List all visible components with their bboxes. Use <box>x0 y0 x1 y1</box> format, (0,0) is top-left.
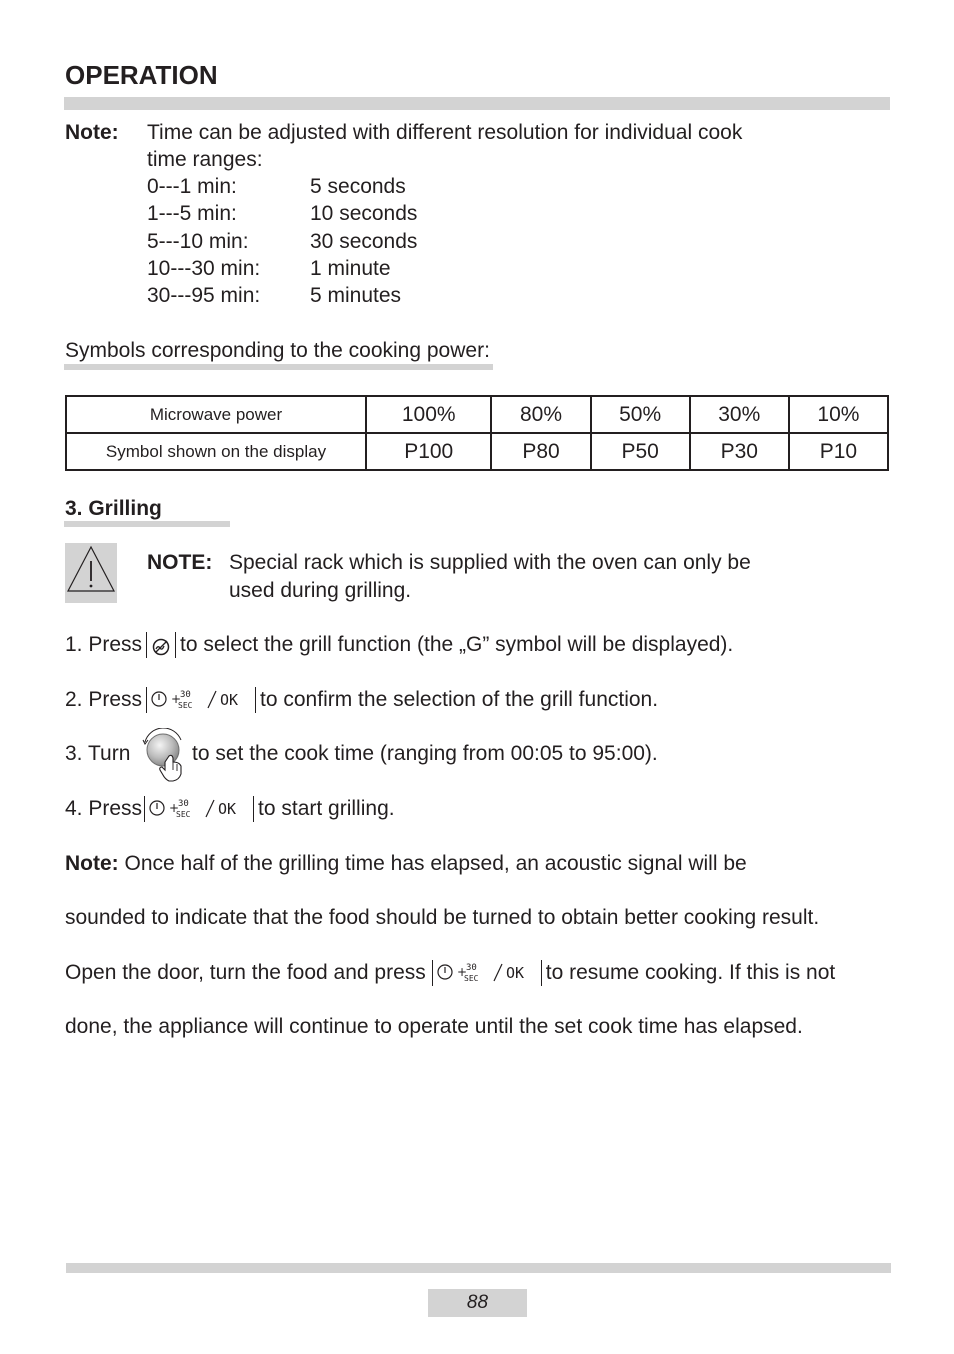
final-note-text-3a: Open the door, turn the food and press <box>65 961 426 984</box>
thirty-label: 30 <box>465 963 477 974</box>
power-table <box>65 395 889 471</box>
plus-sign: + <box>171 692 182 707</box>
final-note-line-4: done, the appliance will continue to operate until the set cook time has elapsed. <box>65 1015 803 1038</box>
sec-label: SEC <box>178 701 193 711</box>
plus-sign: + <box>456 965 467 980</box>
page-title: OPERATION <box>65 60 218 90</box>
step-3-suffix: to set the cook time (ranging from 00:05 to 95:00). <box>192 742 658 765</box>
final-note-line-3 <box>65 959 835 986</box>
table-row-label: Microwave power <box>66 396 366 433</box>
range-1: 1---5 min: <box>147 202 237 225</box>
final-note-text-3b: to resume cooking. If this is not <box>545 961 836 984</box>
step-1: 10 seconds <box>310 202 418 225</box>
section-heading-underline <box>64 521 230 527</box>
table-cell: 10% <box>789 396 888 433</box>
table-cell: 100% <box>366 396 491 433</box>
table-cell: P30 <box>690 433 789 470</box>
power-icon <box>438 965 452 979</box>
step-0: 5 seconds <box>310 175 406 198</box>
section-heading-grilling: 3. Grilling <box>65 497 162 520</box>
step-prefix: 4. Press <box>65 797 143 820</box>
range-2: 5---10 min: <box>147 230 249 253</box>
step-2: 30 seconds <box>310 230 418 253</box>
table-row <box>66 433 888 470</box>
knob-icon <box>139 728 189 784</box>
start-ok-button-symbol <box>146 687 256 713</box>
step-1 <box>65 631 733 658</box>
page-number-box <box>428 1289 527 1317</box>
grill-button-symbol <box>146 632 176 658</box>
table-cell: P80 <box>491 433 590 470</box>
step-suffix: to select the grill function (the „G” symbol will be displayed). <box>180 633 734 656</box>
warning-icon <box>65 543 117 603</box>
warning-line-2: used during grilling. <box>229 579 412 602</box>
step-suffix: to confirm the selection of the grill function. <box>260 688 659 711</box>
range-4: 30---95 min: <box>147 284 261 307</box>
final-note-label: Note: <box>65 852 119 875</box>
table-cell: P10 <box>789 433 888 470</box>
header-divider <box>64 97 890 110</box>
table-cell: P50 <box>591 433 690 470</box>
ok-label: OK <box>505 964 524 983</box>
step-prefix: 1. Press <box>65 633 143 656</box>
thirty-label: 30 <box>178 799 189 810</box>
table-cell: 30% <box>690 396 789 433</box>
step-3-prefix: 3. Turn <box>65 742 131 765</box>
note-line-2: time ranges: <box>147 148 263 171</box>
ok-label: OK <box>218 800 237 819</box>
step-4 <box>65 795 395 822</box>
start-ok-button-symbol <box>144 796 254 822</box>
step-4: 5 minutes <box>310 284 402 307</box>
page-number: 88 <box>466 1292 489 1313</box>
final-note-line-2: sounded to indicate that the food should be turned to obtain better cooking result. <box>65 906 820 929</box>
note-label: Note: <box>65 121 119 144</box>
final-note-text-1: Once half of the grilling time has elapsed, an acoustic signal will be <box>124 852 747 875</box>
step-suffix: to start grilling. <box>258 797 395 820</box>
symbols-heading: Symbols corresponding to the cooking power: <box>65 339 490 362</box>
note-line-1: Time can be adjusted with different resolution for individual cook <box>147 121 743 144</box>
table-cell: 80% <box>491 396 590 433</box>
thirty-label: 30 <box>180 690 191 701</box>
power-icon <box>152 692 166 706</box>
step-2 <box>65 686 658 713</box>
ok-label: OK <box>220 691 239 710</box>
power-icon <box>150 801 164 815</box>
plus-sign: + <box>169 801 180 816</box>
sec-label: SEC <box>463 974 479 984</box>
warning-line-1: Special rack which is supplied with the oven can only be <box>229 551 751 574</box>
warning-label: NOTE: <box>147 551 213 574</box>
symbols-heading-underline <box>64 364 493 370</box>
final-note-line-1 <box>65 850 747 877</box>
start-ok-button-symbol <box>432 960 542 986</box>
table-cell: 50% <box>591 396 690 433</box>
table-row-label: Symbol shown on the display <box>66 433 366 470</box>
footer-divider <box>66 1263 891 1273</box>
step-prefix: 2. Press <box>65 688 143 711</box>
table-row <box>66 396 888 433</box>
range-0: 0---1 min: <box>147 175 237 198</box>
sec-label: SEC <box>176 810 191 820</box>
grill-icon <box>150 632 172 658</box>
range-3: 10---30 min: <box>147 257 261 280</box>
step-3: 1 minute <box>310 257 391 280</box>
table-cell: P100 <box>366 433 491 470</box>
